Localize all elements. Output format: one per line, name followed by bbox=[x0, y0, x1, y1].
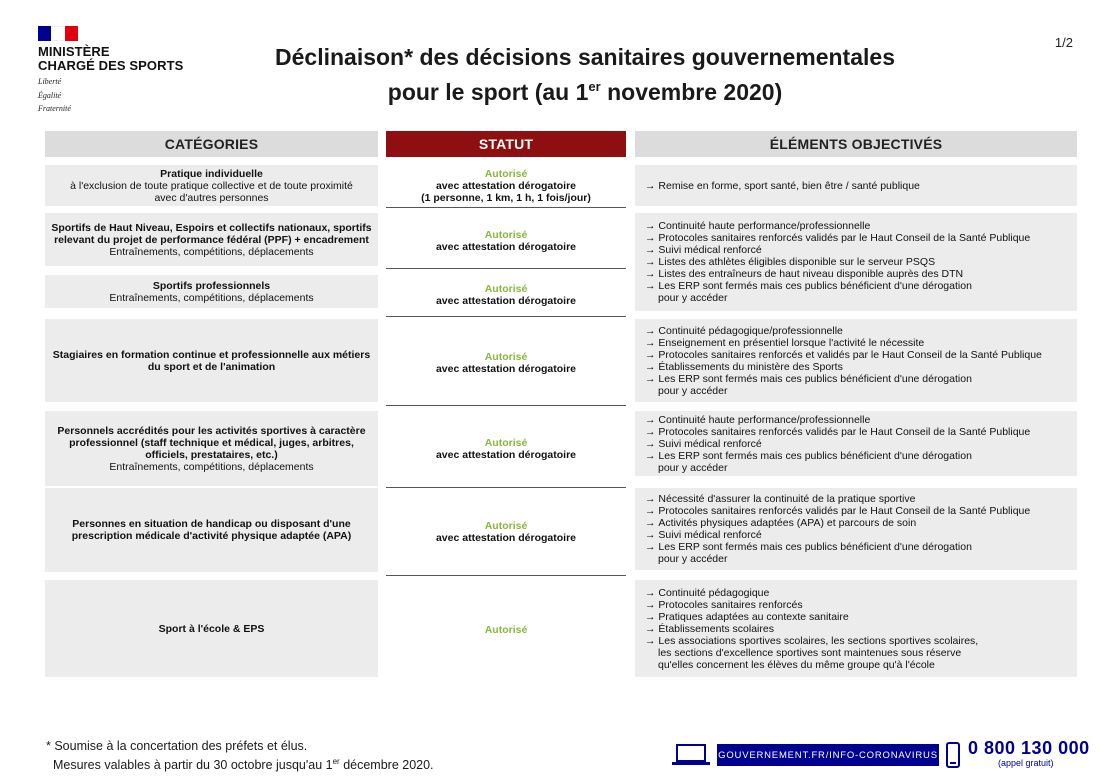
french-flag-icon bbox=[38, 26, 78, 41]
elements-cell bbox=[635, 319, 1077, 402]
ministry-name-line2: CHARGÉ DES SPORTS bbox=[38, 58, 184, 73]
category-title: Personnels accrédités pour les activités sportives à caractère professionnel (staff technique et médical, juges, arbitres, officiels, prestataires, etc.) bbox=[57, 424, 366, 461]
page-number: 1/2 bbox=[1054, 35, 1073, 50]
motto-egalite: Égalité bbox=[38, 90, 62, 100]
element-item: → Protocoles sanitaires renforcés validés par le Haut Conseil de la Santé Publique bbox=[645, 505, 1077, 517]
status-detail: avec attestation dérogatoire bbox=[435, 362, 577, 375]
element-item-continued: qu'elles concernent les élèves du même groupe qu'à l'école bbox=[658, 658, 935, 671]
title-line2 bbox=[260, 72, 910, 107]
category-title: Sport à l'école & EPS bbox=[158, 622, 265, 635]
element-item-continued: pour y accéder bbox=[658, 384, 728, 397]
status-badge: Autorisé bbox=[484, 228, 528, 241]
status-cell bbox=[386, 411, 626, 488]
status-detail: avec attestation dérogatoire bbox=[435, 449, 577, 461]
category-detail: Entraînements, compétitions, déplacements bbox=[109, 460, 314, 473]
element-item-continued: pour y accéder bbox=[658, 553, 728, 565]
element-item: → Protocoles sanitaires renforcés et validés par le Haut Conseil de la Santé Publique bbox=[645, 349, 1077, 361]
element-item: → Suivi médical renforcé bbox=[645, 529, 1077, 541]
header-elements: ÉLÉMENTS OBJECTIVÉS bbox=[635, 131, 1077, 157]
category-cell bbox=[45, 411, 378, 486]
element-item: → Activités physiques adaptées (APA) et parcours de soin bbox=[645, 517, 1077, 529]
element-item: → Continuité pédagogique/professionnelle bbox=[645, 325, 1077, 337]
title-line1: Déclinaison* des décisions sanitaires gouvernementales bbox=[275, 44, 895, 70]
footer-note-1: * Soumise à la concertation des préfets et élus. bbox=[46, 739, 308, 753]
category-cell bbox=[45, 213, 378, 266]
elements-cell bbox=[635, 411, 1077, 476]
element-item: → Pratiques adaptées au contexte sanitaire bbox=[645, 611, 1077, 623]
title-line2-start: pour le sport (au 1 bbox=[387, 79, 589, 105]
category-cell bbox=[45, 165, 378, 206]
status-badge: Autorisé bbox=[484, 282, 528, 295]
element-item: → Enseignement en présentiel lorsque l'activité le nécessite bbox=[645, 337, 1077, 349]
element-item: → Nécessité d'assurer la continuité de la pratique sportive bbox=[645, 493, 1077, 505]
gov-info-coronavirus-link[interactable]: GOUVERNEMENT.FR/INFO-CORONAVIRUS bbox=[717, 744, 939, 766]
footer-note-2 bbox=[46, 754, 434, 773]
status-cell bbox=[386, 213, 626, 269]
element-item: → Les associations sportives scolaires, les sections sportives scolaires, bbox=[645, 635, 1077, 647]
status-cell bbox=[386, 488, 626, 576]
category-title: Sportifs de Haut Niveau, Espoirs et collectifs nationaux, sportifs relevant du projet de performance fédéral (PPF) + encadrement bbox=[51, 221, 372, 246]
laptop-icon bbox=[672, 744, 710, 766]
element-item: → Listes des athlètes éligibles disponible sur le serveur PSQS bbox=[645, 256, 1077, 268]
element-item-continued: pour y accéder bbox=[658, 292, 728, 304]
element-item: → Protocoles sanitaires renforcés validés par le Haut Conseil de la Santé Publique bbox=[645, 232, 1077, 244]
element-item: → Continuité haute performance/professionnelle bbox=[645, 414, 1077, 426]
footer-note-sup: er bbox=[332, 757, 340, 766]
category-cell bbox=[45, 275, 378, 308]
motto-fraternite: Fraternité bbox=[38, 104, 71, 113]
footer-note-2-end: décembre 2020. bbox=[339, 758, 434, 772]
status-badge: Autorisé bbox=[484, 437, 528, 449]
elements-cell bbox=[635, 213, 1077, 311]
phone-number[interactable]: 0 800 130 000 bbox=[968, 738, 1090, 758]
title-line2-end: novembre 2020) bbox=[600, 79, 783, 105]
elements-cell bbox=[635, 165, 1077, 206]
element-item: → Les ERP sont fermés mais ces publics bénéficient d'une dérogation bbox=[645, 541, 1077, 553]
header-statut: STATUT bbox=[386, 131, 626, 157]
status-cell bbox=[386, 273, 626, 317]
element-item: → Les ERP sont fermés mais ces publics bénéficient d'une dérogation bbox=[645, 373, 1077, 385]
element-item: → Suivi médical renforcé bbox=[645, 438, 1077, 450]
status-cell bbox=[386, 320, 626, 406]
page-title bbox=[260, 42, 910, 107]
title-sup: er bbox=[588, 79, 601, 94]
category-detail: Entraînements, compétitions, déplacements bbox=[109, 291, 314, 304]
category-title: Stagiaires en formation continue et professionnelle aux métiers du sport et de l'animation bbox=[52, 348, 371, 373]
status-cell bbox=[386, 581, 626, 679]
status-badge: Autorisé bbox=[484, 624, 528, 636]
ministry-logo bbox=[38, 26, 238, 114]
element-item: → Établissements du ministère des Sports bbox=[645, 361, 1077, 373]
element-item-continued: pour y accéder bbox=[658, 461, 728, 474]
element-item: → Les ERP sont fermés mais ces publics bénéficient d'une dérogation bbox=[645, 280, 1077, 292]
element-item: → Listes des entraîneurs de haut niveau disponible auprès des DTN bbox=[645, 268, 1077, 280]
status-detail: avec attestation dérogatoire bbox=[435, 531, 577, 544]
element-item: → Remise en forme, sport santé, bien être / santé publique bbox=[645, 180, 1077, 192]
category-title: Personnes en situation de handicap ou disposant d'une prescription médicale d'activité physique adaptée (APA) bbox=[71, 518, 352, 542]
category-title: Sportifs professionnels bbox=[152, 279, 271, 292]
element-item: → Les ERP sont fermés mais ces publics bénéficient d'une dérogation bbox=[645, 450, 1077, 462]
ministry-name-line1: MINISTÈRE bbox=[38, 44, 110, 59]
category-detail: à l'exclusion de toute pratique collective et de toute proximité bbox=[70, 179, 353, 192]
footer-notes bbox=[46, 738, 434, 773]
element-item: → Continuité pédagogique bbox=[645, 587, 1077, 599]
category-detail: avec d'autres personnes bbox=[154, 191, 269, 204]
category-cell bbox=[45, 580, 378, 677]
element-item: → Protocoles sanitaires renforcés validés par le Haut Conseil de la Santé Publique bbox=[645, 426, 1077, 438]
status-detail: avec attestation dérogatoire bbox=[435, 180, 577, 192]
status-badge: Autorisé bbox=[484, 350, 528, 363]
element-item: → Continuité haute performance/professionnelle bbox=[645, 220, 1077, 232]
footer-note-2-start: Mesures valables à partir du 30 octobre jusqu'au 1 bbox=[52, 758, 333, 772]
status-cell bbox=[386, 165, 626, 208]
status-detail: avec attestation dérogatoire bbox=[435, 240, 577, 253]
phone-note: (appel gratuit) bbox=[998, 758, 1054, 768]
element-item: → Établissements scolaires bbox=[645, 623, 1077, 635]
phone-icon bbox=[946, 742, 960, 768]
status-detail: avec attestation dérogatoire bbox=[435, 294, 577, 307]
category-title: Pratique individuelle bbox=[160, 167, 263, 180]
category-detail: Entraînements, compétitions, déplacements bbox=[109, 245, 314, 258]
elements-cell bbox=[635, 580, 1077, 677]
header-categories: CATÉGORIES bbox=[45, 131, 378, 157]
status-badge: Autorisé bbox=[484, 168, 528, 180]
element-item: → Suivi médical renforcé bbox=[645, 244, 1077, 256]
category-cell bbox=[45, 319, 378, 402]
elements-cell bbox=[635, 488, 1077, 570]
element-item-continued: les sections d'excellence sportives sont maintenues sous réserve bbox=[658, 646, 962, 659]
element-item: → Protocoles sanitaires renforcés bbox=[645, 599, 1077, 611]
status-badge: Autorisé bbox=[484, 519, 528, 532]
status-detail: (1 personne, 1 km, 1 h, 1 fois/jour) bbox=[421, 192, 591, 204]
category-cell bbox=[45, 488, 378, 572]
motto-liberte: Liberté bbox=[38, 77, 62, 86]
